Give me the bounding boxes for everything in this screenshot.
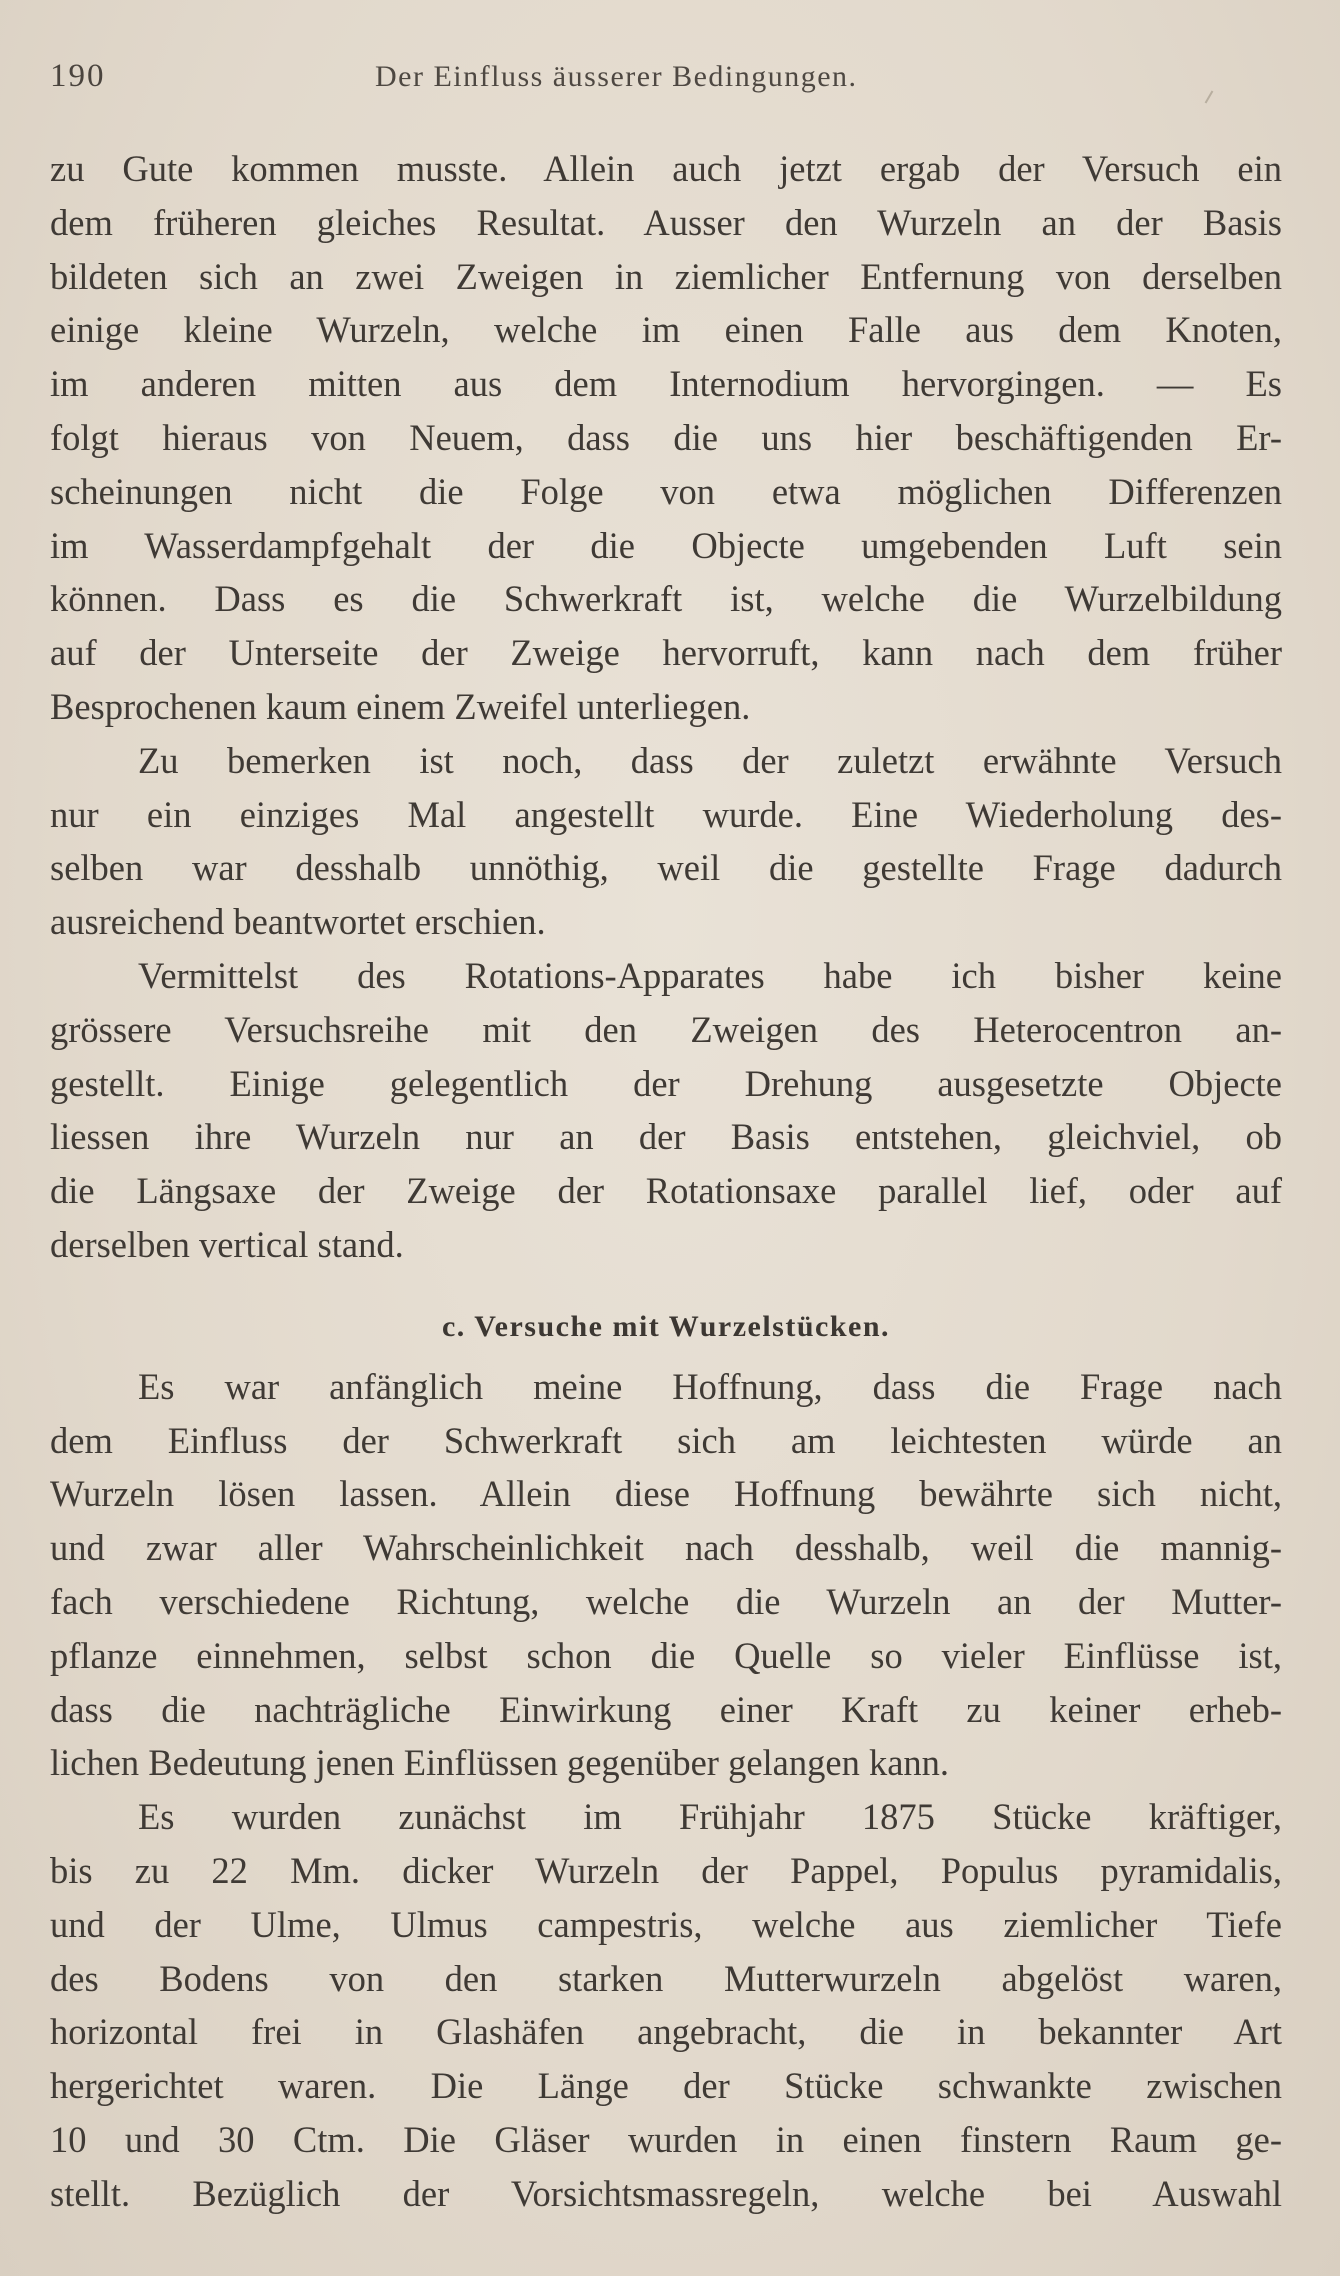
text-line: die Längsaxe der Zweige der Rotationsaxe parallel lief, oder auf bbox=[50, 1170, 1282, 1212]
text-line: des Bodens von den starken Mutterwurzeln abgelöst waren, bbox=[50, 1957, 1282, 1999]
text-line: scheinungen nicht die Folge von etwa möglichen Differenzen bbox=[50, 470, 1282, 512]
text-line: auf der Unterseite der Zweige hervorruft, kann nach dem früher bbox=[50, 632, 1282, 674]
text-line: können. Dass es die Schwerkraft ist, welche die Wurzelbildung bbox=[50, 578, 1282, 620]
text-line: liessen ihre Wurzeln nur an der Basis entstehen, gleichviel, ob bbox=[50, 1116, 1282, 1158]
text-line: und zwar aller Wahrscheinlichkeit nach desshalb, weil die mannig- bbox=[50, 1527, 1282, 1569]
text-line: pflanze einnehmen, selbst schon die Quelle so vieler Einflüsse ist, bbox=[50, 1634, 1282, 1676]
text-line: dem Einfluss der Schwerkraft sich am leichtesten würde an bbox=[50, 1419, 1282, 1461]
paragraph bbox=[50, 142, 1282, 734]
text-line: selben war desshalb unnöthig, weil die gestellte Frage dadurch bbox=[50, 847, 1282, 889]
paragraph bbox=[50, 1790, 1282, 2220]
text-line: lichen Bedeutung jenen Einflüssen gegenüber gelangen kann. bbox=[50, 1742, 950, 1784]
text-line: Wurzeln lösen lassen. Allein diese Hoffnung bewährte sich nicht, bbox=[50, 1473, 1282, 1515]
paragraph bbox=[50, 734, 1282, 949]
text-line: dass die nachträgliche Einwirkung einer Kraft zu keiner erheb- bbox=[50, 1688, 1282, 1730]
text-line: und der Ulme, Ulmus campestris, welche aus ziemlicher Tiefe bbox=[50, 1903, 1282, 1945]
text-line: Zu bemerken ist noch, dass der zuletzt erwähnte Versuch bbox=[138, 739, 1282, 781]
text-line: ausreichend beantwortet erschien. bbox=[50, 901, 546, 943]
text-line: stellt. Bezüglich der Vorsichtsmassregeln, welche bei Auswahl bbox=[50, 2172, 1282, 2214]
body-text bbox=[50, 142, 1282, 2220]
paragraph bbox=[50, 949, 1282, 1272]
paragraph bbox=[50, 1360, 1282, 1790]
text-line: bildeten sich an zwei Zweigen in ziemlicher Entfernung von derselben bbox=[50, 255, 1282, 297]
text-line: 10 und 30 Ctm. Die Gläser wurden in einen finstern Raum ge- bbox=[50, 2118, 1282, 2160]
text-line: Es wurden zunächst im Frühjahr 1875 Stücke kräftiger, bbox=[138, 1796, 1282, 1838]
running-head: Der Einfluss äusserer Bedingungen. bbox=[375, 60, 858, 93]
text-line: Besprochenen kaum einem Zweifel unterliegen. bbox=[50, 685, 751, 727]
text-line: bis zu 22 Mm. dicker Wurzeln der Pappel, Populus pyramidalis, bbox=[50, 1849, 1282, 1891]
text-line: einige kleine Wurzeln, welche im einen Falle aus dem Knoten, bbox=[50, 309, 1282, 351]
text-line: im anderen mitten aus dem Internodium hervorgingen. — Es bbox=[50, 363, 1282, 405]
text-line: hergerichtet waren. Die Länge der Stücke schwankte zwischen bbox=[50, 2065, 1282, 2107]
text-line: gestellt. Einige gelegentlich der Drehung ausgesetzte Objecte bbox=[50, 1062, 1282, 1104]
text-line: im Wasserdampfgehalt der die Objecte umgebenden Luft sein bbox=[50, 524, 1282, 566]
page-header bbox=[50, 58, 1280, 102]
text-line: grössere Versuchsreihe mit den Zweigen des Heterocentron an- bbox=[50, 1008, 1282, 1050]
section-title: c. Versuche mit Wurzelstücken. bbox=[441, 1309, 891, 1343]
text-line: Vermittelst des Rotations-Apparates habe ich bisher keine bbox=[138, 954, 1282, 996]
text-line: Es war anfänglich meine Hoffnung, dass die Frage nach bbox=[138, 1365, 1282, 1407]
text-line: horizontal frei in Glashäfen angebracht, die in bekannter Art bbox=[50, 2011, 1282, 2053]
text-line: dem früheren gleiches Resultat. Ausser den Wurzeln an der Basis bbox=[50, 201, 1282, 243]
text-line: derselben vertical stand. bbox=[50, 1223, 404, 1265]
text-line: zu Gute kommen musste. Allein auch jetzt ergab der Versuch ein bbox=[50, 148, 1282, 189]
text-line: nur ein einziges Mal angestellt wurde. Eine Wiederholung des- bbox=[50, 793, 1282, 835]
page-number: 190 bbox=[50, 58, 106, 94]
text-line: folgt hieraus von Neuem, dass die uns hier beschäftigenden Er- bbox=[50, 416, 1282, 458]
text-line: fach verschiedene Richtung, welche die Wurzeln an der Mutter- bbox=[50, 1580, 1282, 1622]
